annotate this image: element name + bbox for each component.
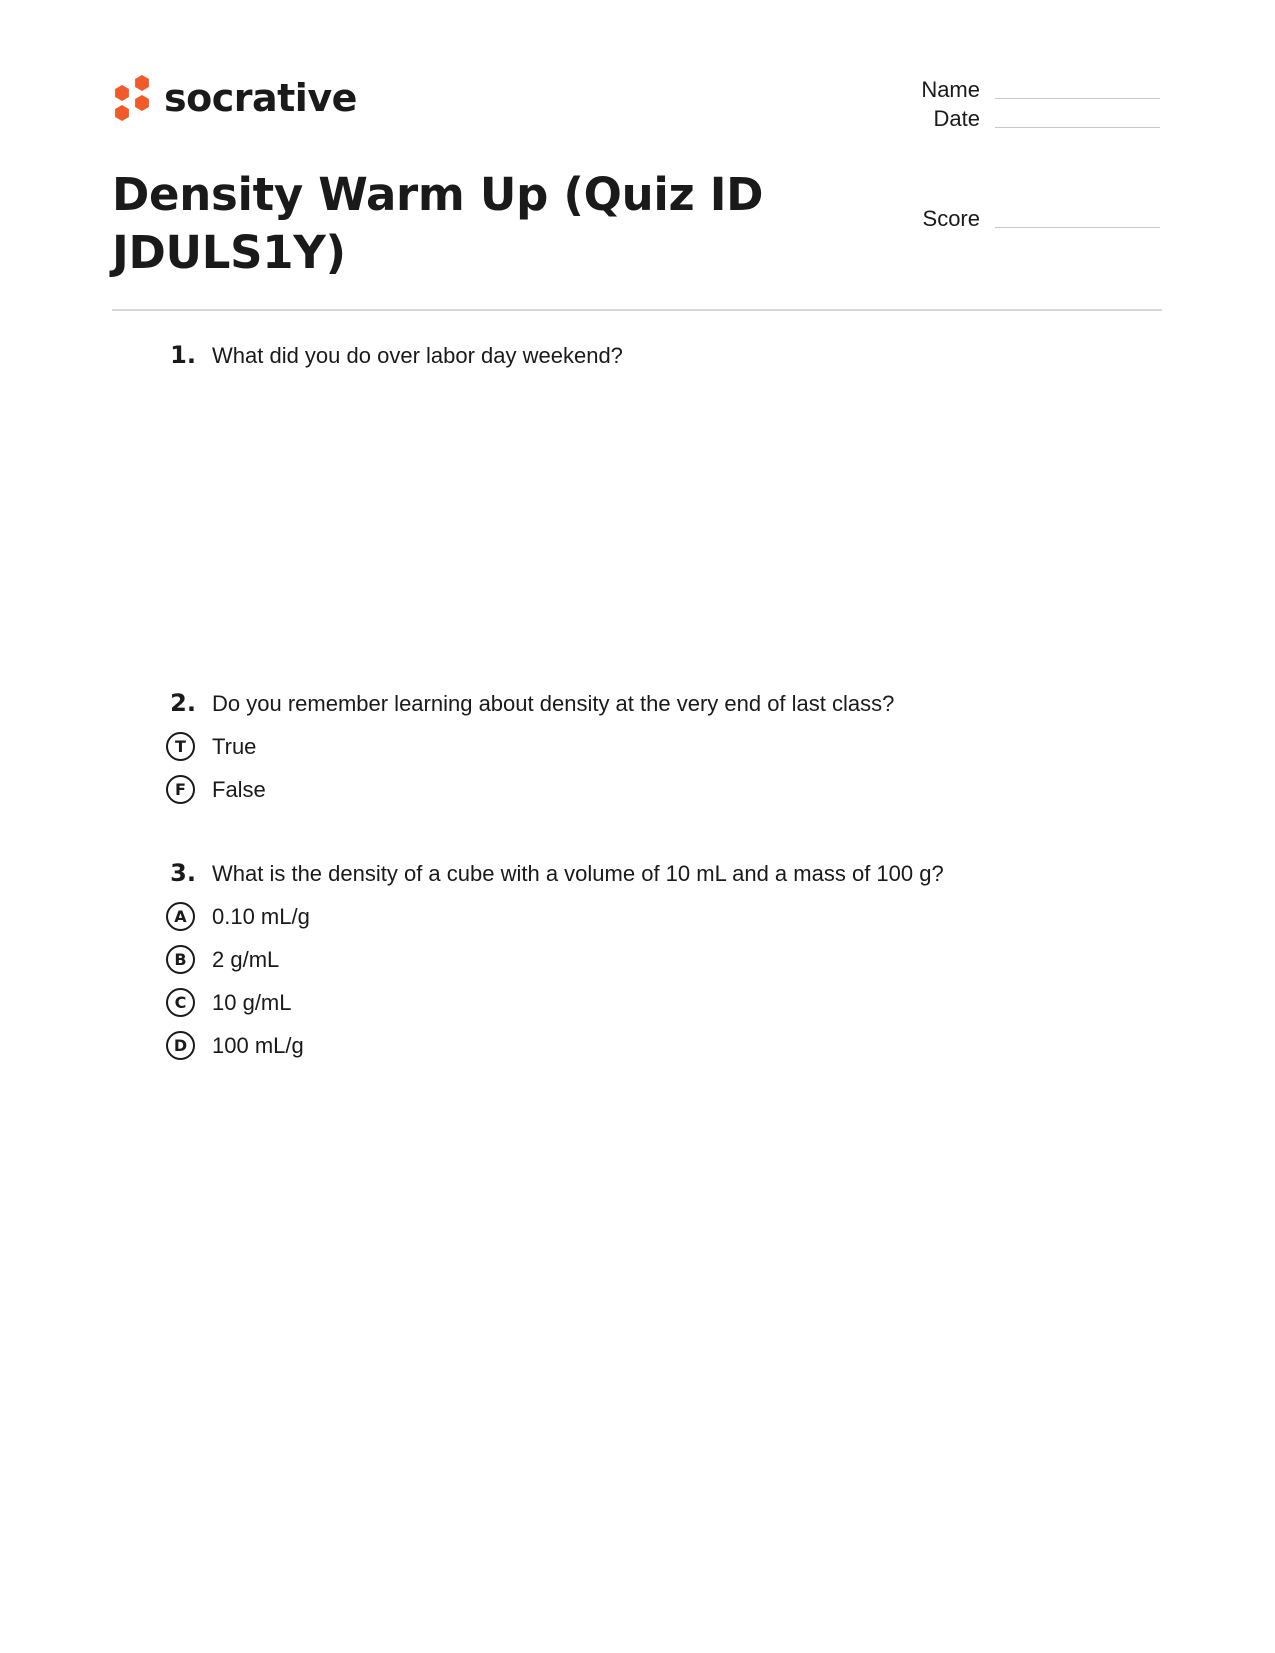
- question-text: What did you do over labor day weekend?: [212, 343, 623, 368]
- page-title: Density Warm Up (Quiz ID JDULS1Y): [112, 168, 764, 279]
- answer-option-a[interactable]: [160, 895, 1160, 938]
- date-label: Date: [933, 106, 980, 131]
- question-1: [160, 341, 1160, 377]
- header-divider: [112, 309, 1162, 311]
- answer-option-d[interactable]: [160, 1024, 1160, 1067]
- name-field: [880, 77, 1170, 103]
- name-line: [995, 98, 1160, 99]
- question-number: 3.: [170, 859, 196, 887]
- question-number: 2.: [170, 689, 196, 717]
- answer-bubble-b[interactable]: B: [166, 945, 195, 974]
- answer-bubble-t[interactable]: T: [166, 732, 195, 761]
- answer-text: False: [212, 776, 266, 802]
- answer-text: 2 g/mL: [212, 946, 280, 972]
- answer-bubble-f[interactable]: F: [166, 775, 195, 804]
- question-3: [160, 859, 1160, 1067]
- answer-text: 10 g/mL: [212, 989, 292, 1015]
- answer-bubble-c[interactable]: C: [166, 988, 195, 1017]
- answer-option-false[interactable]: [160, 768, 1160, 811]
- answer-text: True: [212, 733, 257, 759]
- answer-bubble-a[interactable]: A: [166, 902, 195, 931]
- question-2: [160, 689, 1160, 811]
- score-line: [995, 227, 1160, 228]
- socrative-hexagons-icon: [112, 73, 152, 123]
- answer-option-b[interactable]: [160, 938, 1160, 981]
- name-label: Name: [921, 77, 980, 102]
- socrative-logo: [112, 72, 357, 124]
- brand-name: socrative: [164, 76, 357, 120]
- score-field: [880, 206, 1170, 232]
- answer-text: 0.10 mL/g: [212, 903, 310, 929]
- date-field: [880, 106, 1170, 132]
- date-line: [995, 127, 1160, 128]
- answer-option-true[interactable]: [160, 725, 1160, 768]
- answer-bubble-d[interactable]: D: [166, 1031, 195, 1060]
- question-number: 1.: [170, 341, 196, 369]
- answer-text: 100 mL/g: [212, 1032, 304, 1058]
- score-label: Score: [922, 206, 980, 231]
- answer-option-c[interactable]: [160, 981, 1160, 1024]
- question-text: Do you remember learning about density at the very end of last class?: [212, 691, 895, 716]
- question-text: What is the density of a cube with a volume of 10 mL and a mass of 100 g?: [212, 861, 944, 886]
